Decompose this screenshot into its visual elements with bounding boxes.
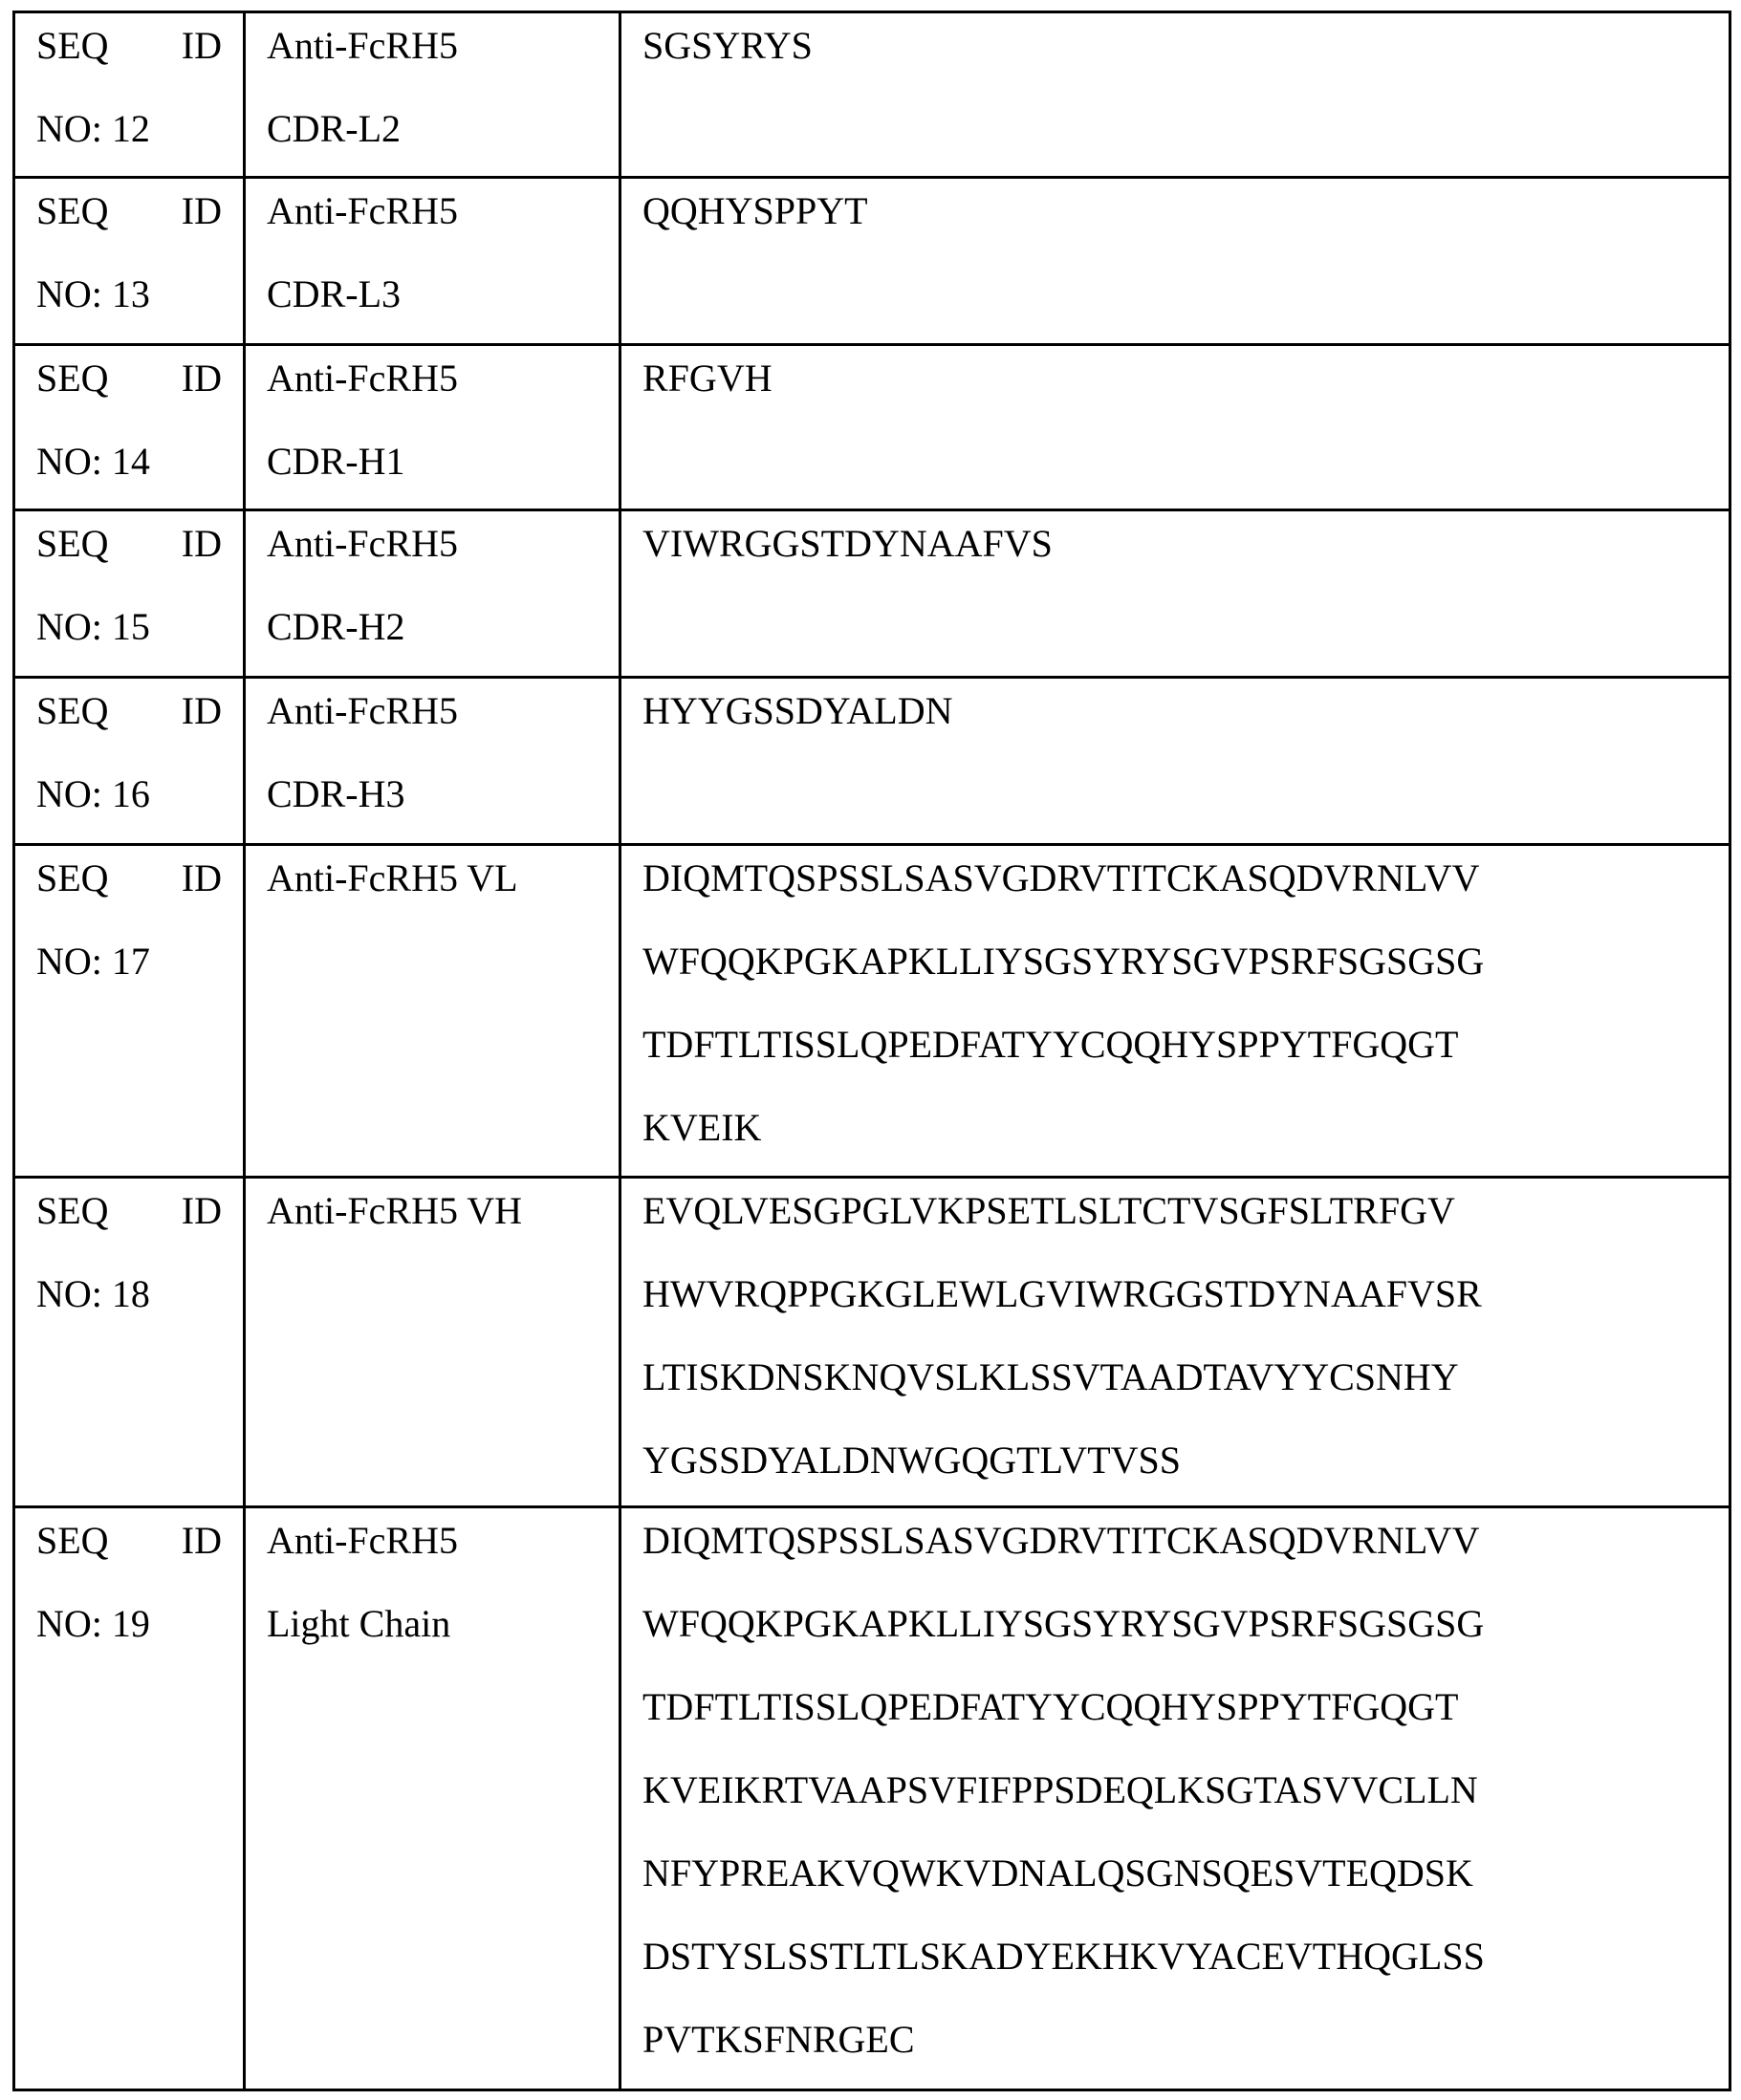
seq-id-line: NO: 14 bbox=[36, 420, 222, 503]
sequence-line: TDFTLTISSLQPEDFATYYCQQHYSPPYTFGQGT bbox=[642, 1003, 1708, 1086]
seq-id-line: SEQ ID bbox=[36, 510, 222, 586]
sequence-line: SGSYRYS bbox=[642, 12, 1708, 88]
sequence-line: YGSSDYALDNWGQGTLVTVSS bbox=[642, 1418, 1708, 1502]
table-row bbox=[14, 678, 1730, 845]
seq-id-line: NO: 12 bbox=[36, 87, 222, 170]
description-line: Anti-FcRH5 bbox=[267, 678, 598, 753]
description-line: CDR-L3 bbox=[267, 252, 598, 336]
sequence-line: TDFTLTISSLQPEDFATYYCQQHYSPPYTFGQGT bbox=[642, 1665, 1708, 1748]
seq-id-line: SEQ ID bbox=[36, 1178, 222, 1253]
sequence-cell bbox=[620, 345, 1730, 510]
seq-id-line: NO: 17 bbox=[36, 920, 222, 1003]
sequence-line: HYYGSSDYALDN bbox=[642, 678, 1708, 753]
seq-id-line: NO: 19 bbox=[36, 1582, 222, 1665]
seq-id-cell bbox=[14, 12, 245, 178]
seq-id-cell bbox=[14, 845, 245, 1178]
seq-id-line: NO: 13 bbox=[36, 252, 222, 336]
seq-id-cell bbox=[14, 1178, 245, 1507]
table-row bbox=[14, 845, 1730, 1178]
sequence-line: PVTKSFNRGEC bbox=[642, 1998, 1708, 2081]
sequence-line: WFQQKPGKAPKLLIYSGSYRYSGVPSRFSGSGSG bbox=[642, 1582, 1708, 1665]
sequence-line: RFGVH bbox=[642, 345, 1708, 421]
description-line: Anti-FcRH5 bbox=[267, 1507, 598, 1583]
seq-id-line: NO: 16 bbox=[36, 752, 222, 835]
sequence-line: WFQQKPGKAPKLLIYSGSYRYSGVPSRFSGSGSG bbox=[642, 920, 1708, 1003]
sequence-line: DIQMTQSPSSLSASVGDRVTITCKASQDVRNLVV bbox=[642, 1507, 1708, 1583]
seq-id-line: NO: 18 bbox=[36, 1252, 222, 1335]
sequence-table bbox=[12, 11, 1731, 2091]
description-line: Anti-FcRH5 bbox=[267, 345, 598, 421]
description-line: CDR-H3 bbox=[267, 752, 598, 835]
description-line: CDR-L2 bbox=[267, 87, 598, 170]
table-row bbox=[14, 510, 1730, 678]
description-cell bbox=[245, 678, 620, 845]
description-cell bbox=[245, 1507, 620, 2090]
description-line: Light Chain bbox=[267, 1582, 598, 1665]
table-row bbox=[14, 1507, 1730, 2090]
table-row bbox=[14, 12, 1730, 178]
description-line: Anti-FcRH5 bbox=[267, 510, 598, 586]
seq-id-cell bbox=[14, 678, 245, 845]
seq-id-line: SEQ ID bbox=[36, 845, 222, 920]
sequence-line: HWVRQPPGKGLEWLGVIWRGGSTDYNAAFVSR bbox=[642, 1252, 1708, 1335]
description-line: CDR-H2 bbox=[267, 585, 598, 668]
description-cell bbox=[245, 178, 620, 345]
table-row bbox=[14, 1178, 1730, 1507]
sequence-line: KVEIK bbox=[642, 1086, 1708, 1169]
sequence-line: DSTYSLSSTLTLSKADYEKHKVYACEVTHQGLSS bbox=[642, 1915, 1708, 1998]
sequence-line: DIQMTQSPSSLSASVGDRVTITCKASQDVRNLVV bbox=[642, 845, 1708, 920]
table-row bbox=[14, 178, 1730, 345]
description-line: Anti-FcRH5 VL bbox=[267, 845, 598, 920]
seq-id-cell bbox=[14, 178, 245, 345]
description-cell bbox=[245, 510, 620, 678]
sequence-cell bbox=[620, 1178, 1730, 1507]
sequence-line: LTISKDNSKNQVSLKLSSVTAADTAVYYCSNHY bbox=[642, 1335, 1708, 1418]
seq-id-line: SEQ ID bbox=[36, 178, 222, 253]
description-line: Anti-FcRH5 bbox=[267, 12, 598, 88]
description-cell bbox=[245, 12, 620, 178]
seq-id-cell bbox=[14, 510, 245, 678]
sequence-cell bbox=[620, 1507, 1730, 2090]
sequence-cell bbox=[620, 510, 1730, 678]
sequence-line: QQHYSPPYT bbox=[642, 178, 1708, 253]
sequence-cell bbox=[620, 12, 1730, 178]
sequence-line: VIWRGGSTDYNAAFVS bbox=[642, 510, 1708, 586]
sequence-cell bbox=[620, 845, 1730, 1178]
seq-id-line: SEQ ID bbox=[36, 12, 222, 88]
seq-id-line: SEQ ID bbox=[36, 1507, 222, 1583]
sequence-cell bbox=[620, 678, 1730, 845]
description-cell bbox=[245, 845, 620, 1178]
description-cell bbox=[245, 345, 620, 510]
seq-id-cell bbox=[14, 1507, 245, 2090]
seq-id-cell bbox=[14, 345, 245, 510]
description-line: Anti-FcRH5 bbox=[267, 178, 598, 253]
description-line: CDR-H1 bbox=[267, 420, 598, 503]
sequence-line: KVEIKRTVAAPSVFIFPPSDEQLKSGTASVVCLLN bbox=[642, 1748, 1708, 1831]
sequence-cell bbox=[620, 178, 1730, 345]
sequence-line: NFYPREAKVQWKVDNALQSGNSQESVTEQDSK bbox=[642, 1831, 1708, 1915]
seq-id-line: SEQ ID bbox=[36, 345, 222, 421]
table-row bbox=[14, 345, 1730, 510]
description-cell bbox=[245, 1178, 620, 1507]
sequence-table-body bbox=[14, 12, 1730, 2090]
sequence-line: EVQLVESGPGLVKPSETLSLTCTVSGFSLTRFGV bbox=[642, 1178, 1708, 1253]
seq-id-line: SEQ ID bbox=[36, 678, 222, 753]
seq-id-line: NO: 15 bbox=[36, 585, 222, 668]
description-line: Anti-FcRH5 VH bbox=[267, 1178, 598, 1253]
